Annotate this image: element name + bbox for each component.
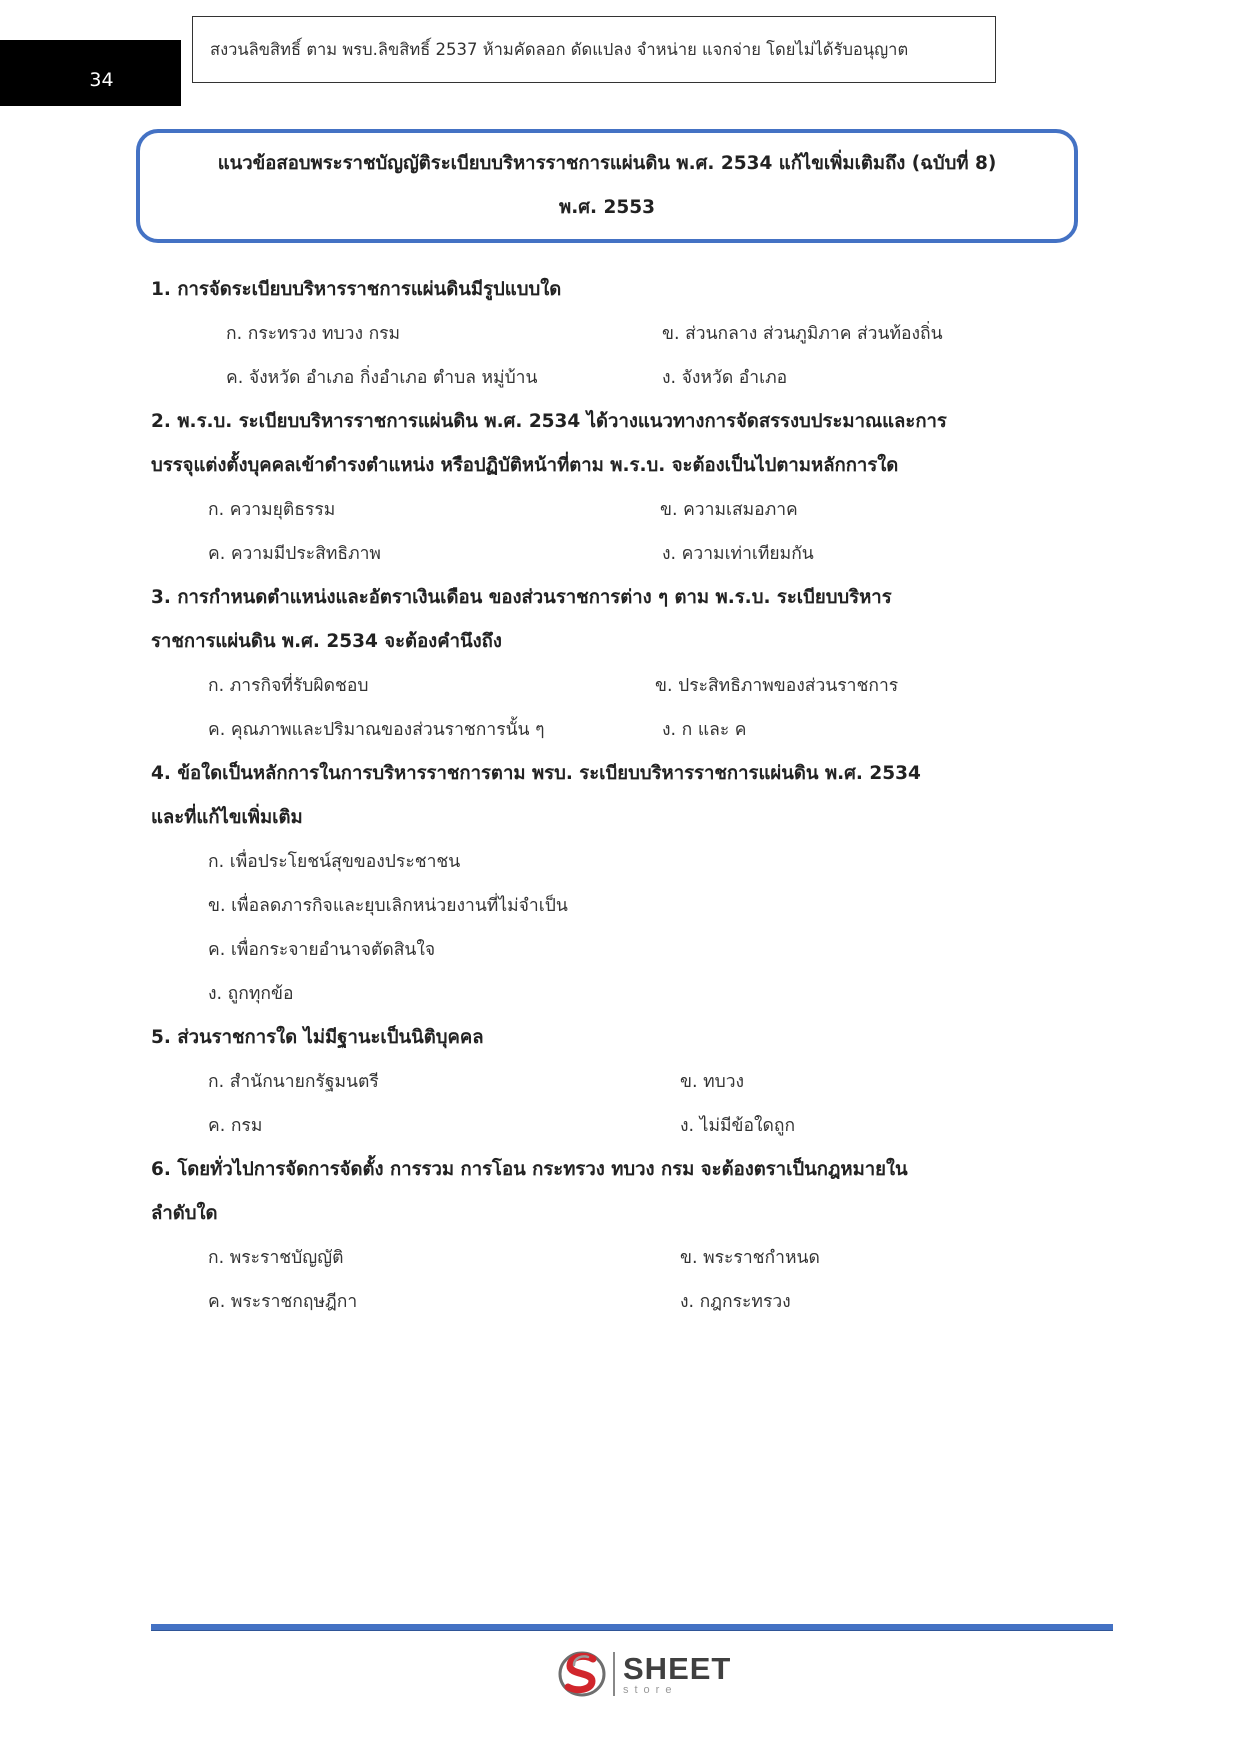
question-2-option-b: ข. ความเสมอภาค (660, 500, 798, 520)
section-title-line-2: พ.ศ. 2553 (559, 197, 655, 218)
question-4-option-d: ง. ถูกทุกข้อ (208, 984, 294, 1004)
logo-word: SHEET (623, 1650, 732, 1686)
question-1-option-a: ก. กระทรวง ทบวง กรม (226, 324, 401, 344)
question-4-line-2: และที่แก้ไขเพิ่มเติม (151, 807, 303, 828)
question-5-option-c: ค. กรม (208, 1116, 263, 1136)
question-6-option-b: ข. พระราชกำหนด (680, 1248, 820, 1268)
page-number: 34 (0, 40, 181, 106)
question-5-option-d: ง. ไม่มีข้อใดถูก (680, 1116, 796, 1136)
sheet-store-logo-icon (555, 1647, 609, 1701)
question-3-option-d: ง. ก และ ค (662, 720, 747, 740)
logo-separator (613, 1652, 615, 1696)
section-title-box (136, 129, 1078, 243)
question-5-option-b: ข. ทบวง (680, 1072, 745, 1092)
logo-subword: store (623, 1683, 678, 1696)
question-3-option-c: ค. คุณภาพและปริมาณของส่วนราชการนั้น ๆ (208, 720, 545, 740)
question-4-option-b: ข. เพื่อลดภารกิจและยุบเลิกหน่วยงานที่ไม่จำเป็น (208, 896, 568, 916)
question-1-option-d: ง. จังหวัด อำเภอ (662, 368, 788, 388)
question-2-option-a: ก. ความยุติธรรม (208, 500, 336, 520)
question-2-line-2: บรรจุแต่งตั้งบุคคลเข้าดำรงตำแหน่ง หรือปฏิบัติหน้าที่ตาม พ.ร.บ. จะต้องเป็นไปตามหลักการใด (151, 455, 899, 476)
question-2-line-1: 2. พ.ร.บ. ระเบียบบริหารราชการแผ่นดิน พ.ศ. 2534 ได้วางแนวทางการจัดสรรงบประมาณและการ (151, 411, 947, 432)
question-3-line-2: ราชการแผ่นดิน พ.ศ. 2534 จะต้องคำนึงถึง (151, 631, 502, 652)
question-3-option-b: ข. ประสิทธิภาพของส่วนราชการ (655, 676, 899, 696)
question-6-option-a: ก. พระราชบัญญัติ (208, 1248, 344, 1268)
footer-divider (151, 1624, 1113, 1631)
question-3-option-a: ก. ภารกิจที่รับผิดชอบ (208, 676, 369, 696)
question-2-option-d: ง. ความเท่าเทียมกัน (662, 544, 814, 564)
sheet-store-logo (555, 1645, 735, 1703)
question-2-option-c: ค. ความมีประสิทธิภาพ (208, 544, 381, 564)
question-6-option-d: ง. กฎกระทรวง (680, 1292, 791, 1312)
question-5: 5. ส่วนราชการใด ไม่มีฐานะเป็นนิติบุคคล (151, 1027, 484, 1048)
question-1: 1. การจัดระเบียบบริหารราชการแผ่นดินมีรูปแบบใด (151, 279, 562, 300)
section-title-line-1: แนวข้อสอบพระราชบัญญัติระเบียบบริหารราชการแผ่นดิน พ.ศ. 2534 แก้ไขเพิ่มเติมถึง (ฉบับที่ 8) (217, 153, 997, 174)
question-4-option-c: ค. เพื่อกระจายอำนาจตัดสินใจ (208, 940, 436, 960)
copyright-notice: สงวนลิขสิทธิ์ ตาม พรบ.ลิขสิทธิ์ 2537 ห้ามคัดลอก ดัดแปลง จำหน่าย แจกจ่าย โดยไม่ได้รับอนุญาต (192, 16, 996, 83)
question-5-option-a: ก. สำนักนายกรัฐมนตรี (208, 1072, 379, 1092)
question-1-option-c: ค. จังหวัด อำเภอ กิ่งอำเภอ ตำบล หมู่บ้าน (226, 368, 538, 388)
question-1-option-b: ข. ส่วนกลาง ส่วนภูมิภาค ส่วนท้องถิ่น (662, 324, 943, 344)
question-6-option-c: ค. พระราชกฤษฎีกา (208, 1292, 358, 1312)
question-4-option-a: ก. เพื่อประโยชน์สุขของประชาชน (208, 852, 461, 872)
question-6-line-1: 6. โดยทั่วไปการจัดการจัดตั้ง การรวม การโอน กระทรวง ทบวง กรม จะต้องตราเป็นกฎหมายใน (151, 1159, 908, 1180)
logo-text (623, 1650, 732, 1696)
question-6-line-2: ลำดับใด (151, 1203, 218, 1224)
question-4-line-1: 4. ข้อใดเป็นหลักการในการบริหารราชการตาม พรบ. ระเบียบบริหารราชการแผ่นดิน พ.ศ. 2534 (151, 763, 921, 784)
question-3-line-1: 3. การกำหนดตำแหน่งและอัตราเงินเดือน ของส่วนราชการต่าง ๆ ตาม พ.ร.บ. ระเบียบบริหาร (151, 587, 892, 608)
